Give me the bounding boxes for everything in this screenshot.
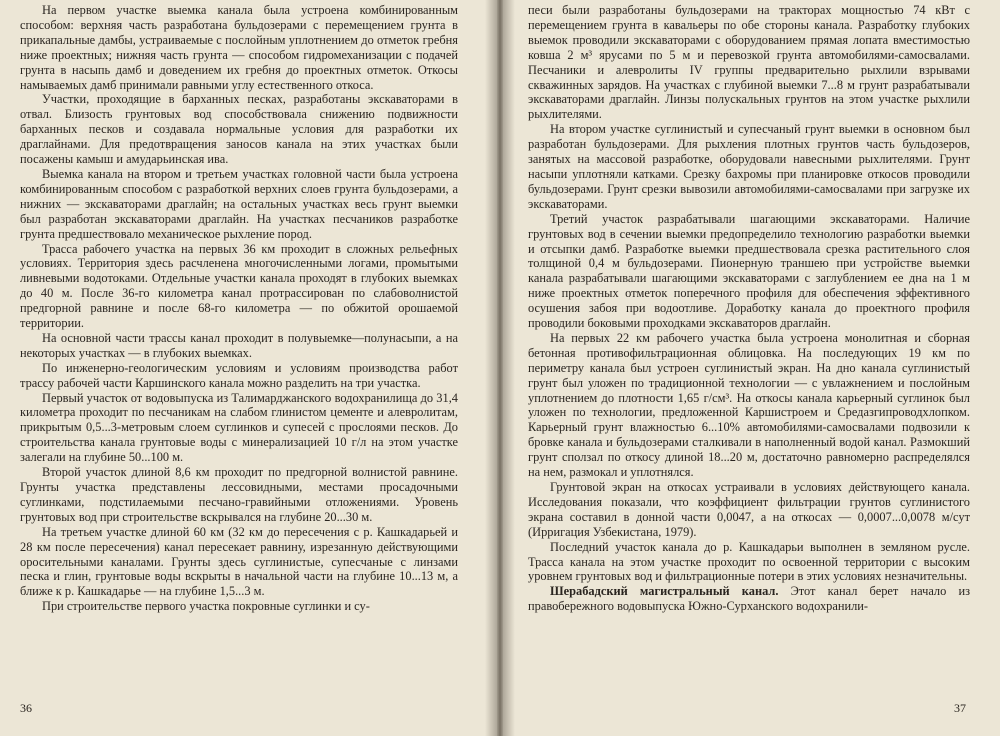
paragraph-continuation: песи были разработаны бульдозерами на тракторах мощностью 74 кВт с перемещением грунта в кавальеры по обе стороны канала. Разработку глубоких выемок проводили экскаваторами с оборудованием прямая лопата вместимостью ковша 2 м³ ярусами по 5 м и перевозкой грунта автомобилями-самосвалами. Песчаники и алевролиты IV группы предварительно рыхлили взрывами скважинных зарядов. На участках с глубиной выемки 7...8 м грунт разрабатывали экскаваторами драглайн. Линзы полускальных грунтов на этом участке рыхлили рыхлителями. [528,3,970,122]
paragraph: На втором участке суглинистый и супесчаный грунт выемки в основном был разработан бульдозерами. Для рыхления плотных грунтов часть бульдозеров, занятых на массовой разработке, оборудовали навесными рыхлителями. Грунт насыпи уплотняли катками. Срезку бахромы при планировке откосов проводили бульдозерами. Грунт срезки вывозили автомобилями-самосвалами при загрузке их экскаваторами. [528,122,970,211]
page-number: 37 [954,701,966,715]
book-gutter [485,0,515,736]
page-number: 36 [20,701,32,715]
paragraph: Последний участок канала до р. Кашкадарьи выполнен в земляном русле. Трасса канала на этом участке проходит по освоенной территории с высоким уровнем грунтовых вод и фильтрационные потери в этих условиях незначительны. [528,539,970,584]
paragraph: Первый участок от водовыпуска из Талимарджанского водохранилища до 31,4 километра проходит по песчаникам на слабом глинистом цементе и алевролитам, прикрытым 0,5...3-метровым слоем суглинков и супесей с прослоями песков. До строительства канала грунтовые воды с минерализацией 10 г/л на этом участке залегали на глубине 50...100 м. [20,390,458,465]
right-page [503,0,1000,736]
paragraph: На основной части трассы канал проходит в полувыемке—полунасыпи, а на некоторых участках — в глубоких выемках. [20,330,458,360]
paragraph: На третьем участке длиной 60 км (32 км до пересечения с р. Кашкадарьей и 28 км после пересечения) канал пересекает равнину, изрезанную действующими оросительными каналами. Грунты здесь суглинистые, супесчаные с линзами песка и глин, грунтовые воды вскрыты в начальной части на глубине 10...13 м, а ближе к р. Кашкадарье — на глубине 1,5...3 м. [20,524,458,599]
paragraph: Второй участок длиной 8,6 км проходит по предгорной волнистой равнине. Грунты участка представлены лессовидными, местами просадочными суглинками, подстилаемыми песчано-гравийными отложениями. Уровень грунтовых вод при строительстве вскрывался на глубине 20...30 м. [20,465,458,524]
paragraph: На первом участке выемка канала была устроена комбинированным способом: верхняя часть разработана бульдозерами с перемещением грунта в прикапальные дамбы, устраиваемые с послойным уплотнением до отметок гребня ниже проектных; нижняя часть грунта — способом гидромеханизации с подачей грунта в насыпь дамб и доведением их гребня до проектных отметок. Откосы намываемых дамб принимали равными углу естественного откоса. [20,3,458,92]
section-text: Этот канал берет начало из правобережного водовыпуска Южно-Сурханского водохранили- [528,584,970,614]
paragraph: Грунтовой экран на откосах устраивали в условиях действующего канала. Исследования показали, что коэффициент фильтрации грунтов суглинистого экрана составил в донной части 0,0047, а на откосах — 0,0007...0,0078 м/сут (Ирригация Узбекистана, 1979). [528,480,970,539]
section-heading: Шерабадский магистральный канал. [550,584,779,599]
paragraph: Трасса рабочего участка на первых 36 км проходит в сложных рельефных условиях. Территория здесь расчленена многочисленными логами, промытыми ливневыми водотоками. Отдельные участки канала проходят в глубоких выемках до 40 м. После 36-го километра канал протрассирован по слабоволнистой предгорной равнине и после 68-го километра — по обжитой орошаемой территории. [20,241,458,331]
left-page-text [20,3,458,614]
paragraph: Третий участок разрабатывали шагающими экскаваторами. Наличие грунтовых вод в сечении выемки предопределило технологию разработки выемки и отсыпки дамб. Разработке выемки предшествовала срезка растительного слоя толщиной 0,4 м бульдозерами. Пионерную траншею при устройстве выемки канала разрабатывали шагающими экскаваторами с заглублением ее дна на 1 м ниже проектных отметок поперечного профиля для обеспечения эффективного осушения забоя при водоотливе. Доработку канала до проектного профиля проводили боковыми проходками экскаваторов драглайн. [528,211,970,331]
paragraph: На первых 22 км рабочего участка была устроена монолитная и сборная бетонная противофильтрационная облицовка. На последующих 19 км по периметру канала был устроен суглинистый экран. На дно канала суглинистый грунт был уложен по традиционной технологии — с увлажнением и послойным уплотнением до плотности 1,65 г/см³. На откосы канала карьерный суглинок был уложен по технологии, предложенной Каршистроем и Средазгипроводхлопком. Карьерный грунт влажностью 6...10% автомобилями-самосвалами подвозили к бровке канала и бульдозерами сталкивали в наполненный водой канал. Размокший грунт сползал по откосу длиной 18...20 м, достаточно равномерно распределялся на нем, размокал и уплотнялся. [528,330,970,480]
section-paragraph [528,584,970,614]
paragraph: Выемка канала на втором и третьем участках головной части была устроена комбинированным способом с разработкой верхних слоев грунта бульдозерами, а нижних — экскаваторами драглайн; на остальных участках весь грунт выемки был разработан экскаваторами драглайн. На участках песчаников разработке грунта предшествовало механическое рыхление пород. [20,166,458,241]
paragraph: По инженерно-геологическим условиям и условиям производства работ трассу рабочей части Каршинского канала можно разделить на три участка. [20,360,458,390]
right-page-text [528,3,970,614]
paragraph: При строительстве первого участка покровные суглинки и су- [42,599,370,614]
paragraph: Участки, проходящие в барханных песках, разработаны экскаваторами в отвал. Близость грунтовых вод способствовала снижению подвижности барханных песков и создавала нормальные условия для разработки их драглайнами. Для предотвращения заносов канала на этих участках были посажены камыш и амударьинская ива. [20,92,458,167]
left-page [0,0,497,736]
